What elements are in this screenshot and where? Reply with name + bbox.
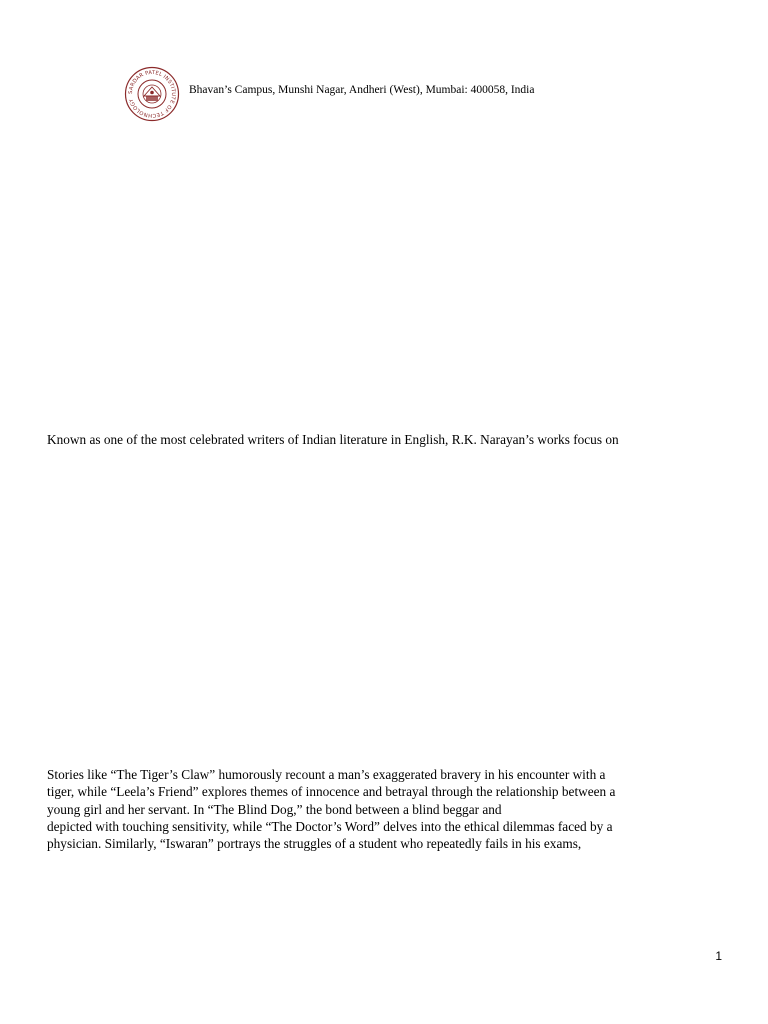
paragraph-line: depicted with touching sensitivity, while “The Doctor’s Word” delves into the ethical dilemmas faced by a: [47, 818, 613, 834]
institute-address: Bhavan’s Campus, Munshi Nagar, Andheri (West), Mumbai: 400058, India: [189, 84, 535, 96]
paragraph-line: Known as one of the most celebrated writers of Indian literature in English, R.K. Narayan’s works focus on: [47, 432, 619, 447]
paragraph-line: young girl and her servant. In “The Blind Dog,” the bond between a blind beggar and: [47, 801, 502, 817]
seal-lettering: SARDAR PATEL INSTITUTE OF TECHNOLOGY: [127, 69, 177, 119]
institute-seal-icon: [124, 66, 180, 122]
paragraph-line: Stories like “The Tiger’s Claw” humorously recount a man’s exaggerated bravery in his encounter with a: [47, 767, 606, 782]
letterhead: [124, 66, 534, 122]
paragraph-line: physician. Similarly, “Iswaran” portrays the struggles of a student who repeatedly fails in his exams,: [47, 836, 582, 852]
page-number: 1: [715, 949, 722, 963]
paragraph-line: tiger, while “Leela’s Friend” explores themes of innocence and betrayal through the relationship between a: [47, 784, 616, 800]
stories-paragraph: [47, 766, 723, 852]
intro-paragraph: [47, 431, 723, 448]
